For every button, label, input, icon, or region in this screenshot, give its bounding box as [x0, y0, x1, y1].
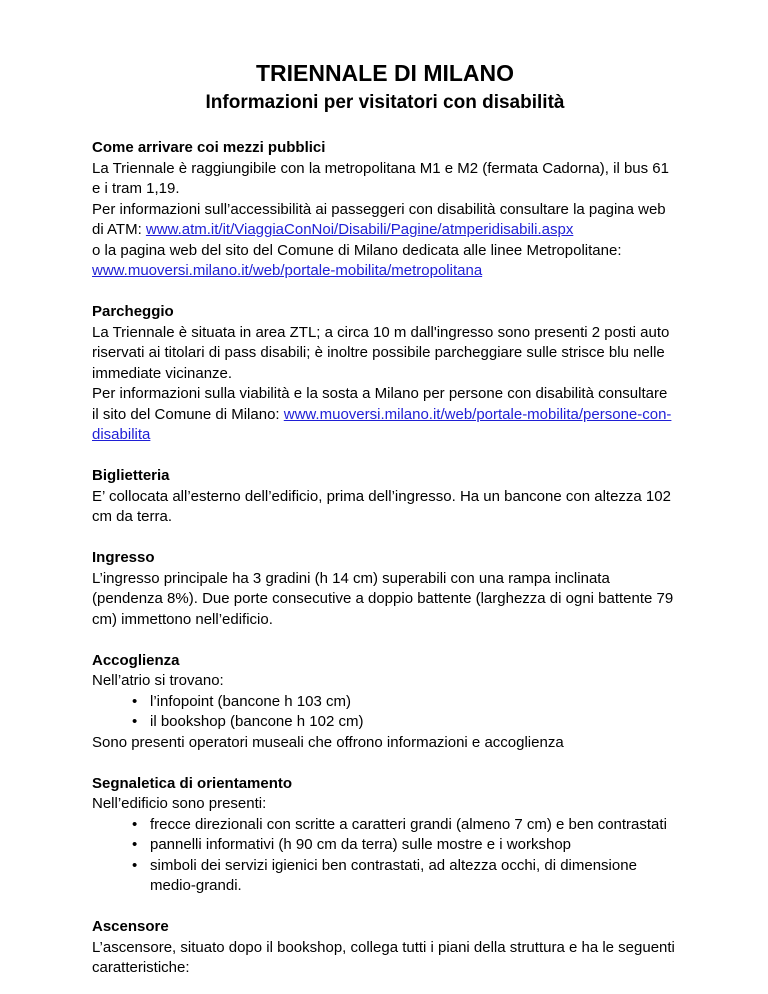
page-title: TRIENNALE DI MILANO: [255, 60, 515, 86]
list-item: [132, 856, 678, 897]
entrance-paragraph: L’ingresso principale ha 3 gradini (h 14 cm) superabili con una rampa inclinata (pendenza 8%). Due porte consecutive a doppio battente (larghezza di ogni battente 79 cm) immettono nell’edificio.: [92, 569, 674, 628]
transport-paragraph-2: [92, 200, 678, 241]
atm-link[interactable]: www.atm.it/it/ViaggiaConNoi/Disabili/Pagine/atmperidisabili.aspx: [145, 221, 574, 238]
elevator-paragraph: L’ascensore, situato dopo il bookshop, collega tutti i piani della struttura e ha le seguenti caratteristiche:: [92, 938, 675, 976]
section-heading-elevator: Ascensore: [92, 918, 169, 935]
list-item: [132, 692, 678, 713]
bullet-icon: •: [132, 692, 138, 710]
document-body: [92, 138, 678, 979]
transport-paragraph-3: o la pagina web del sito del Comune di Milano dedicata alle linee Metropolitane:: [92, 241, 622, 259]
transport-atm-text: Per informazioni sull’accessibilità ai passeggeri con disabilità consultare la pagina web di ATM:: [92, 200, 666, 238]
section-heading-signage: Segnaletica di orientamento: [92, 774, 293, 792]
ticket-paragraph: E’ collocata all’esterno dell’edificio, prima dell’ingresso. Ha un bancone con altezza 102 cm da terra.: [92, 487, 671, 525]
bullet-icon: •: [132, 815, 138, 833]
section-elevator: [92, 917, 678, 979]
section-signage: [92, 774, 678, 897]
section-welcome: [92, 651, 678, 754]
section-heading-transport: Come arrivare coi mezzi pubblici: [92, 139, 326, 156]
welcome-list: [92, 692, 678, 733]
bullet-icon: •: [132, 856, 138, 874]
signage-list: [92, 815, 678, 897]
parking-paragraph-2: [92, 384, 678, 446]
parking-disability-link[interactable]: www.muoversi.milano.it/web/portale-mobilita/persone-con-disabilita: [92, 405, 672, 443]
transport-paragraph-4: [92, 261, 678, 282]
parking-paragraph-1: La Triennale è situata in area ZTL; a circa 10 m dall'ingresso sono presenti 2 posti auto riservati ai titolari di pass disabili; è inoltre possibile parcheggiare sulle strisce blu nelle immediate vicinanze.: [92, 323, 670, 382]
list-item: [132, 712, 678, 733]
bullet-icon: •: [132, 713, 138, 730]
list-item-text: il bookshop (bancone h 102 cm): [150, 713, 364, 730]
section-transport: [92, 138, 678, 282]
section-ticket-office: [92, 466, 678, 528]
section-entrance: [92, 548, 678, 630]
welcome-outro: Sono presenti operatori museali che offrono informazioni e accoglienza: [92, 733, 564, 751]
transport-paragraph-1: La Triennale è raggiungibile con la metropolitana M1 e M2 (fermata Cadorna), il bus 61 e i tram 1,19.: [92, 159, 669, 197]
list-item-text: pannelli informativi (h 90 cm da terra) sulle mostre e i workshop: [150, 836, 572, 853]
list-item-text: frecce direzionali con scritte a caratteri grandi (almeno 7 cm) e ben contrastati: [150, 815, 667, 833]
list-item-text: simboli dei servizi igienici ben contrastati, ad altezza occhi, di dimensione medio-grandi.: [150, 856, 637, 894]
bullet-icon: •: [132, 836, 138, 853]
metro-link[interactable]: www.muoversi.milano.it/web/portale-mobilita/metropolitana: [92, 262, 483, 279]
section-parking: [92, 302, 678, 446]
section-heading-welcome: Accoglienza: [92, 651, 180, 669]
list-item: [132, 815, 678, 836]
section-heading-entrance: Ingresso: [92, 549, 155, 566]
section-heading-parking: Parcheggio: [92, 303, 174, 320]
list-item-text: l’infopoint (bancone h 103 cm): [150, 692, 351, 710]
signage-intro: Nell’edificio sono presenti:: [92, 795, 267, 812]
list-item: [132, 835, 678, 856]
parking-info-text: Per informazioni sulla viabilità e la sosta a Milano per persone con disabilità consultare il sito del Comune di Milano:: [92, 385, 668, 423]
welcome-intro: Nell’atrio si trovano:: [92, 672, 224, 689]
section-heading-ticket-office: Biglietteria: [92, 467, 170, 484]
page-subtitle: Informazioni per visitatori con disabilità: [205, 92, 565, 113]
